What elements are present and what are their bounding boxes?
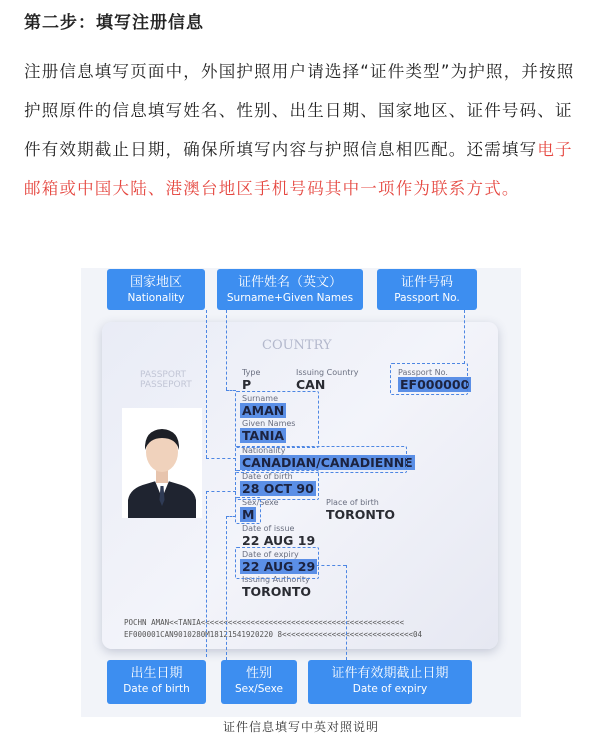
name-box	[235, 391, 319, 448]
nationality-box	[235, 446, 407, 473]
connector-expiry-h	[316, 565, 346, 566]
sex-value: M	[242, 507, 255, 522]
connector-expiry-v	[346, 565, 347, 660]
passport-no-value: EF000000	[400, 377, 470, 392]
type-label: Type	[242, 368, 261, 377]
instructions-paragraph	[24, 52, 580, 208]
authority-label: Issuing Authority	[242, 575, 310, 584]
dob-value: 28 OCT 90	[242, 481, 314, 496]
nationality-label: Nationality	[242, 446, 286, 455]
passport-no-label: Passport No.	[398, 368, 448, 377]
issue-date-value: 22 AUG 19	[242, 533, 316, 548]
mrz-line-1: POCHN AMAN<<TANIA<<<<<<<<<<<<<<<<<<<<<<<<<<<<<<<<<<<<<<<<<<<<<	[124, 618, 404, 627]
contact-requirement-text: 电子邮箱或中国大陆、港澳台地区手机号码其中一项作为联系方式	[24, 140, 573, 198]
place-of-birth-label: Place of birth	[326, 498, 379, 507]
authority-value: TORONTO	[242, 584, 312, 599]
step-heading: 第二步：填写注册信息	[24, 13, 204, 33]
connector-nationality-h	[206, 458, 236, 459]
figure-caption: 证件信息填写中英对照说明	[222, 720, 379, 734]
tag-date-of-birth: 出生日期 Date of birth	[107, 660, 206, 704]
nationality-value: CANADIAN/CANADIENNE	[242, 455, 413, 470]
sex-label: Sex/Sexe	[242, 498, 279, 507]
instructions-text: 注册信息填写页面中，外国护照用户请选择“证件类型”为护照，并按照护照原件的信息填写姓名、性别、出生日期、国家地区、证件号码、证件有效期截止日期，确保所填写内容与护照信息相匹配。还需填写	[24, 62, 575, 159]
dob-box	[235, 470, 319, 500]
connector-passport-no	[464, 310, 465, 364]
place-of-birth-value: TORONTO	[326, 507, 396, 522]
person-silhouette-icon	[122, 408, 202, 518]
connector-sex-h	[226, 516, 236, 517]
mrz-line-2: EF000001CAN9010280M18121541920220 8<<<<<<<<<<<<<<<<<<<<<<<<<<<<<04	[124, 630, 423, 639]
passport-watermark-text: PASSPORT PASSEPORT	[140, 370, 192, 390]
expiry-value: 22 AUG 29	[242, 559, 316, 574]
connector-dob-v	[206, 491, 207, 657]
dob-label: Date of birth	[242, 472, 293, 481]
issuing-country-value: CAN	[296, 377, 326, 392]
issue-date-label: Date of issue	[242, 524, 295, 533]
connector-nationality-v	[206, 310, 207, 458]
expiry-box	[235, 547, 319, 579]
issuing-country-label: Issuing Country	[296, 368, 359, 377]
sex-box	[235, 497, 261, 524]
tag-date-of-expiry: 证件有效期截止日期 Date of expiry	[308, 660, 472, 704]
connector-dob-h	[206, 491, 236, 492]
passport-no-box	[390, 363, 468, 395]
passport-photo	[122, 408, 202, 518]
paragraph-end: 。	[501, 179, 520, 198]
tag-sex: 性别 Sex/Sexe	[221, 660, 297, 704]
connector-name-h	[226, 390, 236, 391]
tag-passport-no: 证件号码 Passport No.	[377, 269, 477, 310]
surname-value: AMAN	[242, 403, 285, 418]
given-names-label: Given Names	[242, 419, 296, 428]
connector-sex-v	[226, 516, 227, 660]
tag-nationality: 国家地区 Nationality	[107, 269, 205, 310]
given-names-value: TANIA	[242, 428, 285, 443]
surname-label: Surname	[242, 394, 278, 403]
tag-name: 证件姓名（英文） Surname+Given Names	[217, 269, 363, 310]
type-value: P	[242, 377, 252, 392]
connector-name-v	[226, 310, 227, 390]
expiry-label: Date of expiry	[242, 550, 299, 559]
